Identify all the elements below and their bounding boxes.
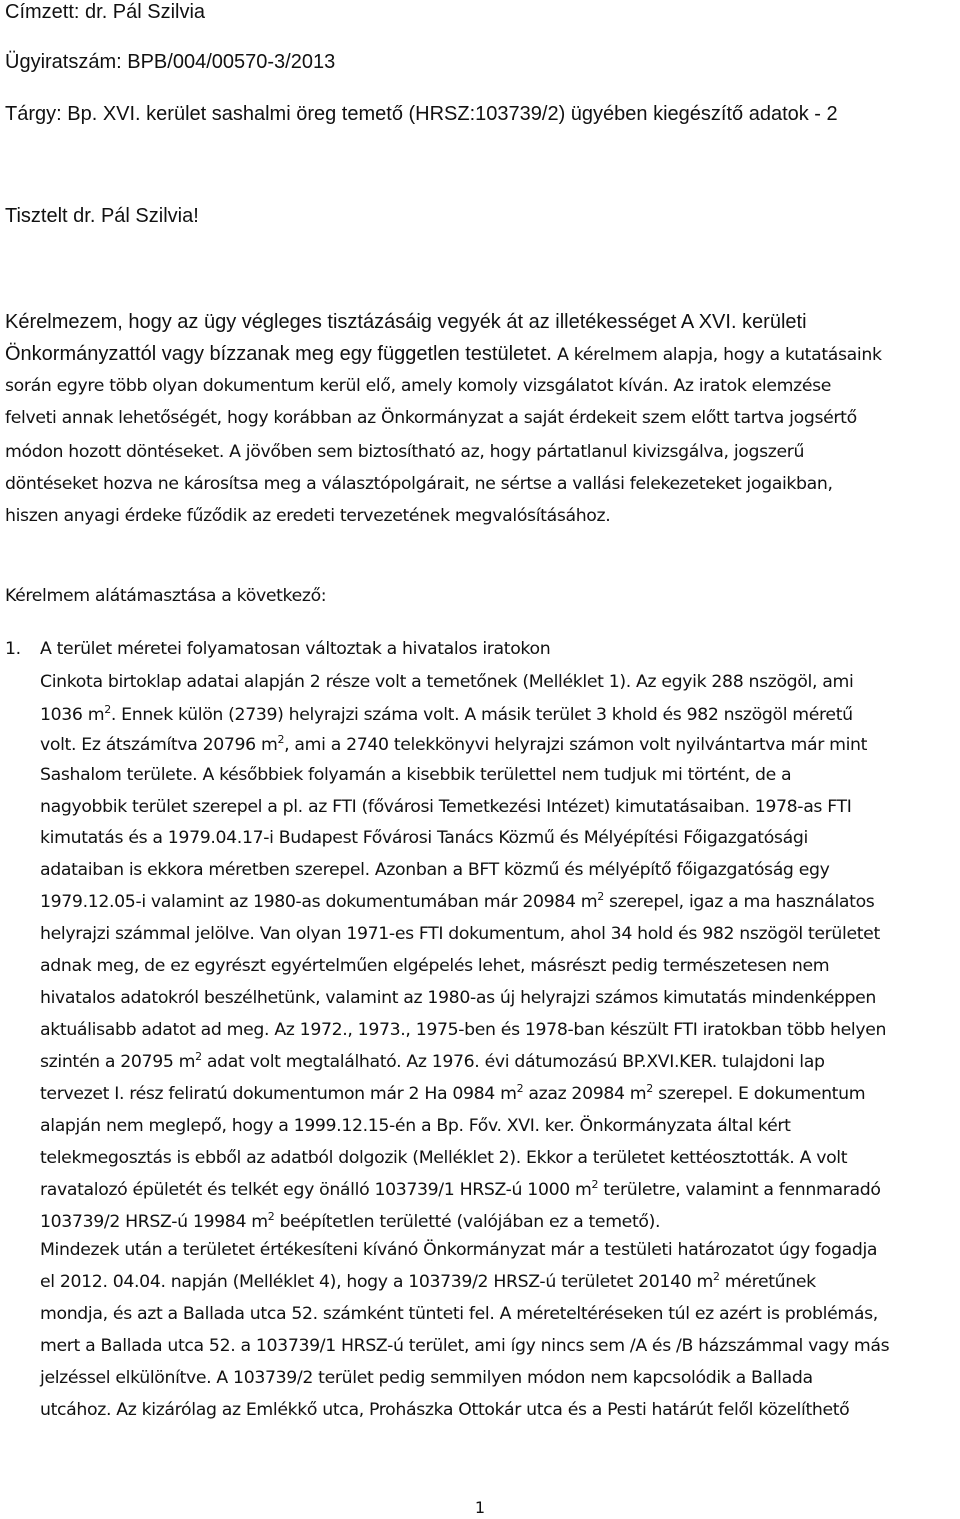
item-line bbox=[40, 1082, 866, 1104]
paragraph-line: hiszen anyagi érdeke fűződik az eredeti tervezetének megvalósításához. bbox=[5, 506, 611, 526]
subject: Tárgy: Bp. XVI. kerület sashalmi öreg temető (HRSZ:103739/2) ügyében kiegészítő adatok - 2 bbox=[5, 103, 838, 125]
item-line bbox=[40, 733, 868, 755]
paragraph-line: döntéseket hozva ne károsítsa meg a választópolgárait, ne sértse a vallási felekezeteket jogaikban, bbox=[5, 474, 833, 494]
item-text: 1036 m bbox=[40, 705, 105, 725]
item-text: szerepel. E dokumentum bbox=[652, 1084, 866, 1104]
item-text: szerepel, igaz a ma használatos bbox=[603, 892, 875, 912]
case-number: Ügyiratszám: BPB/004/00570-3/2013 bbox=[5, 51, 336, 73]
item-text: adat volt megtalálható. Az 1976. évi dátumozású BP.XVI.KER. tulajdoni lap bbox=[201, 1052, 825, 1072]
item-line bbox=[40, 890, 875, 912]
item-line: mert a Ballada utca 52. a 103739/1 HRSZ-ú terület, ami így nincs sem /A és /B házszámmal vagy más bbox=[40, 1336, 890, 1356]
item-text: , ami a 2740 telekkönyvi helyrajzi számon volt nyilvántartva már mint bbox=[284, 735, 868, 755]
superscript: 2 bbox=[516, 1082, 524, 1095]
superscript: 2 bbox=[597, 890, 604, 903]
item-line bbox=[40, 1210, 661, 1232]
item-text: tervezet I. rész feliratú dokumentumon már 2 Ha 0984 m bbox=[40, 1084, 517, 1104]
item-text: azaz 20984 m bbox=[523, 1084, 647, 1104]
item-text: szintén a 20795 m bbox=[40, 1052, 196, 1072]
paragraph-line: Kérelmezem, hogy az ügy végleges tisztázásáig vegyék át az illetékességet A XVI. kerületi bbox=[5, 311, 807, 333]
superscript: 2 bbox=[195, 1050, 202, 1063]
item-line: utcához. Az kizárólag az Emlékkő utca, Prohászka Ottokár utca és a Pesti határút felől közelíthető bbox=[40, 1400, 850, 1420]
paragraph-line: során egyre több olyan dokumentum kerül elő, amely komoly vizsgálatot kíván. Az iratok elemzése bbox=[5, 376, 832, 396]
item-line: adnak meg, de ez egyrészt egyértelműen elgépelés lehet, másrészt pedig természetesen nem bbox=[40, 956, 830, 976]
item-line: helyrajzi számmal jelölve. Van olyan 1971-es FTI dokumentum, ahol 34 hold és 982 nszögöl területet bbox=[40, 924, 880, 944]
item-number: 1. bbox=[5, 639, 21, 659]
item-text: 1979.12.05-i valamint az 1980-as dokumentumában már 20984 m bbox=[40, 892, 598, 912]
item-text: méretűnek bbox=[719, 1272, 816, 1292]
item-line: aktuálisabb adatot ad meg. Az 1972., 1973., 1975-ben és 1978-ban készült FTI iratokban több helyen bbox=[40, 1020, 887, 1040]
item-line bbox=[40, 1270, 816, 1292]
item-line: adataiban is ekkora méretben szerepel. Azonban a BFT közmű és mélyépítő főigazgatóság egy bbox=[40, 860, 830, 880]
item-line: telekmegosztás is ebből az adatból dolgozik (Melléklet 2). Ekkor a területet kettéosztották. A volt bbox=[40, 1148, 848, 1168]
item-line: Sashalom területe. A későbbiek folyamán a kisebbik területtel nem tudjuk mi történt, de a bbox=[40, 765, 792, 785]
salutation: Tisztelt dr. Pál Szilvia! bbox=[5, 205, 199, 227]
item-text: volt. Ez átszámítva 20796 m bbox=[40, 735, 278, 755]
item-line: Cinkota birtoklap adatai alapján 2 része volt a temetőnek (Melléklet 1). Az egyik 288 nszögöl, ami bbox=[40, 672, 854, 692]
item-line bbox=[40, 1050, 825, 1072]
item-line: Mindezek után a területet értékesíteni kívánó Önkormányzat már a testületi határozatot úgy fogadja bbox=[40, 1240, 878, 1260]
item-line: mondja, és azt a Ballada utca 52. számként tünteti fel. A méreteltéréseken túl ez azért is problémás, bbox=[40, 1304, 878, 1324]
paragraph-text: A kérelmem alapja, hogy a kutatásaink bbox=[551, 345, 882, 365]
superscript: 2 bbox=[277, 733, 285, 746]
item-line: kimutatás és a 1979.04.17-i Budapest Fővárosi Tanács Közmű és Mélyépítési Főigazgatósági bbox=[40, 828, 808, 848]
item-text: ravatalozó épületét és telkét egy önálló 103739/1 HRSZ-ú 1000 m bbox=[40, 1180, 592, 1200]
superscript: 2 bbox=[104, 703, 111, 716]
item-line bbox=[40, 703, 853, 725]
item-text: területre, valamint a fennmaradó bbox=[598, 1180, 881, 1200]
item-line bbox=[40, 1178, 881, 1200]
paragraph-line: módon hozott döntéseket. A jövőben sem biztosítható az, hogy pártatlanul kivizsgálva, jogszerű bbox=[5, 442, 805, 462]
item-text: el 2012. 04.04. napján (Melléklet 4), hogy a 103739/2 HRSZ-ú területet 20140 m bbox=[40, 1272, 713, 1292]
paragraph-line: felveti annak lehetőségét, hogy korábban az Önkormányzat a saját érdekeit szem előtt tartva jogsértő bbox=[5, 408, 857, 428]
page-number: 1 bbox=[474, 1498, 486, 1517]
item-line: hivatalos adatokról beszélhetünk, valamint az 1980-as új helyrajzi számos kimutatás mindenképpen bbox=[40, 988, 876, 1008]
superscript: 2 bbox=[646, 1082, 653, 1095]
item-text: beépítetlen területté (valójában ez a temető). bbox=[274, 1212, 661, 1232]
item-text: . Ennek külön (2739) helyrajzi száma volt. A másik terület 3 khold és 982 nszögöl méretű bbox=[110, 705, 853, 725]
item-line: nagyobbik terület szerepel a pl. az FTI (fővárosi Temetkezési Intézet) kimutatásaiban. 1978-as FTI bbox=[40, 797, 852, 817]
recipient: Címzett: dr. Pál Szilvia bbox=[5, 1, 206, 23]
superscript: 2 bbox=[713, 1270, 720, 1283]
item-text: 103739/2 HRSZ-ú 19984 m bbox=[40, 1212, 268, 1232]
support-heading: Kérelmem alátámasztása a következő: bbox=[5, 586, 327, 606]
superscript: 2 bbox=[591, 1178, 599, 1191]
paragraph-line bbox=[5, 344, 882, 364]
paragraph-text: Önkormányzattól vagy bízzanak meg egy független testületet. bbox=[5, 343, 552, 365]
item-title: A terület méretei folyamatosan változtak a hivatalos iratokon bbox=[40, 639, 551, 659]
item-line: alapján nem meglepő, hogy a 1999.12.15-én a Bp. Főv. XVI. ker. Önkormányzata által kért bbox=[40, 1116, 791, 1136]
item-line: jelzéssel elkülönítve. A 103739/2 terület pedig semmilyen módon nem kapcsolódik a Ballada bbox=[40, 1368, 813, 1388]
superscript: 2 bbox=[267, 1210, 275, 1223]
